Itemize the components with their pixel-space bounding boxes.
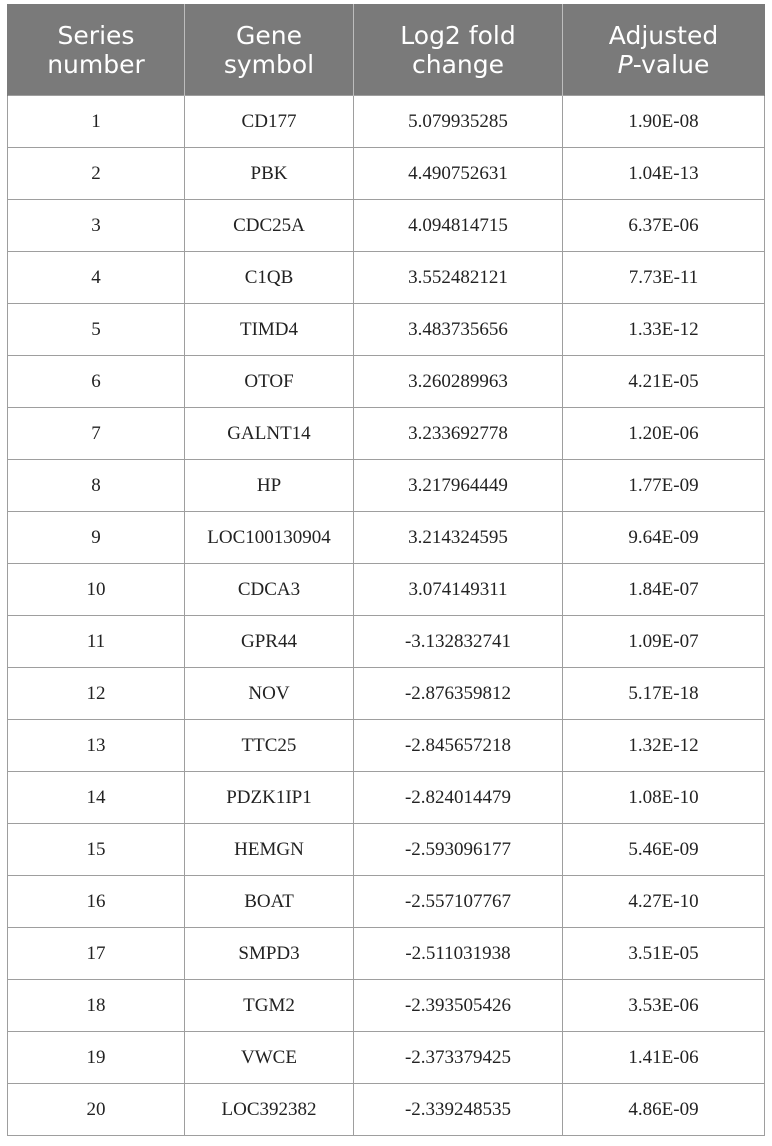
header-series-number: Series number [8,4,185,96]
table-row [8,252,765,304]
table-row [8,668,765,720]
gene-table-container [7,4,764,1136]
adjusted-p-value-cell: 1.90E-08 [563,96,765,148]
adjusted-p-value-cell: 3.51E-05 [563,928,765,980]
gene-symbol-cell: GPR44 [185,616,354,668]
adjusted-p-value-cell: 4.21E-05 [563,356,765,408]
table-row [8,304,765,356]
series-number-cell: 20 [8,1084,185,1136]
log2-fold-change-cell: -2.824014479 [354,772,563,824]
adjusted-p-value-cell: 3.53E-06 [563,980,765,1032]
log2-fold-change-cell: 3.233692778 [354,408,563,460]
log2-fold-change-cell: -2.845657218 [354,720,563,772]
log2-fold-change-cell: -3.132832741 [354,616,563,668]
header-row [8,4,765,96]
gene-symbol-cell: C1QB [185,252,354,304]
series-number-cell: 10 [8,564,185,616]
series-number-cell: 3 [8,200,185,252]
gene-symbol-cell: VWCE [185,1032,354,1084]
log2-fold-change-cell: -2.511031938 [354,928,563,980]
log2-fold-change-cell: 3.217964449 [354,460,563,512]
log2-fold-change-cell: 4.094814715 [354,200,563,252]
series-number-cell: 8 [8,460,185,512]
table-row [8,408,765,460]
table-row [8,200,765,252]
gene-symbol-cell: CDCA3 [185,564,354,616]
log2-fold-change-cell: -2.876359812 [354,668,563,720]
table-row [8,720,765,772]
series-number-cell: 6 [8,356,185,408]
table-row [8,616,765,668]
log2-fold-change-cell: -2.557107767 [354,876,563,928]
table-row [8,96,765,148]
table-row [8,980,765,1032]
table-row [8,460,765,512]
header-gene-symbol: Gene symbol [185,4,354,96]
log2-fold-change-cell: 3.214324595 [354,512,563,564]
series-number-cell: 14 [8,772,185,824]
series-number-cell: 19 [8,1032,185,1084]
table-header [8,4,765,96]
adjusted-p-value-cell: 1.84E-07 [563,564,765,616]
table-row [8,824,765,876]
adjusted-p-value-cell: 6.37E-06 [563,200,765,252]
adjusted-p-value-cell: 5.17E-18 [563,668,765,720]
table-row [8,564,765,616]
log2-fold-change-cell: 3.483735656 [354,304,563,356]
gene-symbol-cell: PBK [185,148,354,200]
table-row [8,1032,765,1084]
adjusted-p-value-cell: 1.77E-09 [563,460,765,512]
series-number-cell: 7 [8,408,185,460]
log2-fold-change-cell: 3.260289963 [354,356,563,408]
gene-symbol-cell: CDC25A [185,200,354,252]
table-row [8,148,765,200]
adjusted-p-value-cell: 1.41E-06 [563,1032,765,1084]
table-row [8,772,765,824]
series-number-cell: 15 [8,824,185,876]
table-row [8,512,765,564]
series-number-cell: 17 [8,928,185,980]
adjusted-p-value-cell: 1.33E-12 [563,304,765,356]
series-number-cell: 12 [8,668,185,720]
table-row [8,356,765,408]
table-row [8,1084,765,1136]
log2-fold-change-cell: -2.373379425 [354,1032,563,1084]
gene-symbol-cell: TTC25 [185,720,354,772]
adjusted-p-value-cell: 9.64E-09 [563,512,765,564]
adjusted-p-value-cell: 1.20E-06 [563,408,765,460]
gene-symbol-cell: TIMD4 [185,304,354,356]
adjusted-p-value-cell: 1.32E-12 [563,720,765,772]
series-number-cell: 4 [8,252,185,304]
gene-symbol-cell: PDZK1IP1 [185,772,354,824]
table-row [8,928,765,980]
gene-symbol-cell: HP [185,460,354,512]
gene-symbol-cell: NOV [185,668,354,720]
log2-fold-change-cell: 4.490752631 [354,148,563,200]
series-number-cell: 13 [8,720,185,772]
header-adjusted-p-value: Adjusted P-value [563,4,765,96]
series-number-cell: 9 [8,512,185,564]
gene-symbol-cell: OTOF [185,356,354,408]
table-row [8,876,765,928]
series-number-cell: 2 [8,148,185,200]
log2-fold-change-cell: -2.339248535 [354,1084,563,1136]
log2-fold-change-cell: 3.074149311 [354,564,563,616]
log2-fold-change-cell: 5.079935285 [354,96,563,148]
gene-symbol-cell: LOC392382 [185,1084,354,1136]
adjusted-p-value-cell: 1.08E-10 [563,772,765,824]
differential-expression-table [7,4,765,1136]
adjusted-p-value-cell: 4.27E-10 [563,876,765,928]
gene-symbol-cell: BOAT [185,876,354,928]
log2-fold-change-cell: -2.593096177 [354,824,563,876]
adjusted-p-value-cell: 1.09E-07 [563,616,765,668]
series-number-cell: 16 [8,876,185,928]
header-log2-fold-change: Log2 fold change [354,4,563,96]
gene-symbol-cell: CD177 [185,96,354,148]
adjusted-p-value-cell: 1.04E-13 [563,148,765,200]
table-body [8,96,765,1136]
adjusted-p-value-cell: 5.46E-09 [563,824,765,876]
gene-symbol-cell: LOC100130904 [185,512,354,564]
adjusted-p-value-cell: 4.86E-09 [563,1084,765,1136]
log2-fold-change-cell: 3.552482121 [354,252,563,304]
series-number-cell: 18 [8,980,185,1032]
gene-symbol-cell: HEMGN [185,824,354,876]
gene-symbol-cell: GALNT14 [185,408,354,460]
series-number-cell: 1 [8,96,185,148]
gene-symbol-cell: SMPD3 [185,928,354,980]
series-number-cell: 11 [8,616,185,668]
log2-fold-change-cell: -2.393505426 [354,980,563,1032]
adjusted-p-value-cell: 7.73E-11 [563,252,765,304]
gene-symbol-cell: TGM2 [185,980,354,1032]
series-number-cell: 5 [8,304,185,356]
